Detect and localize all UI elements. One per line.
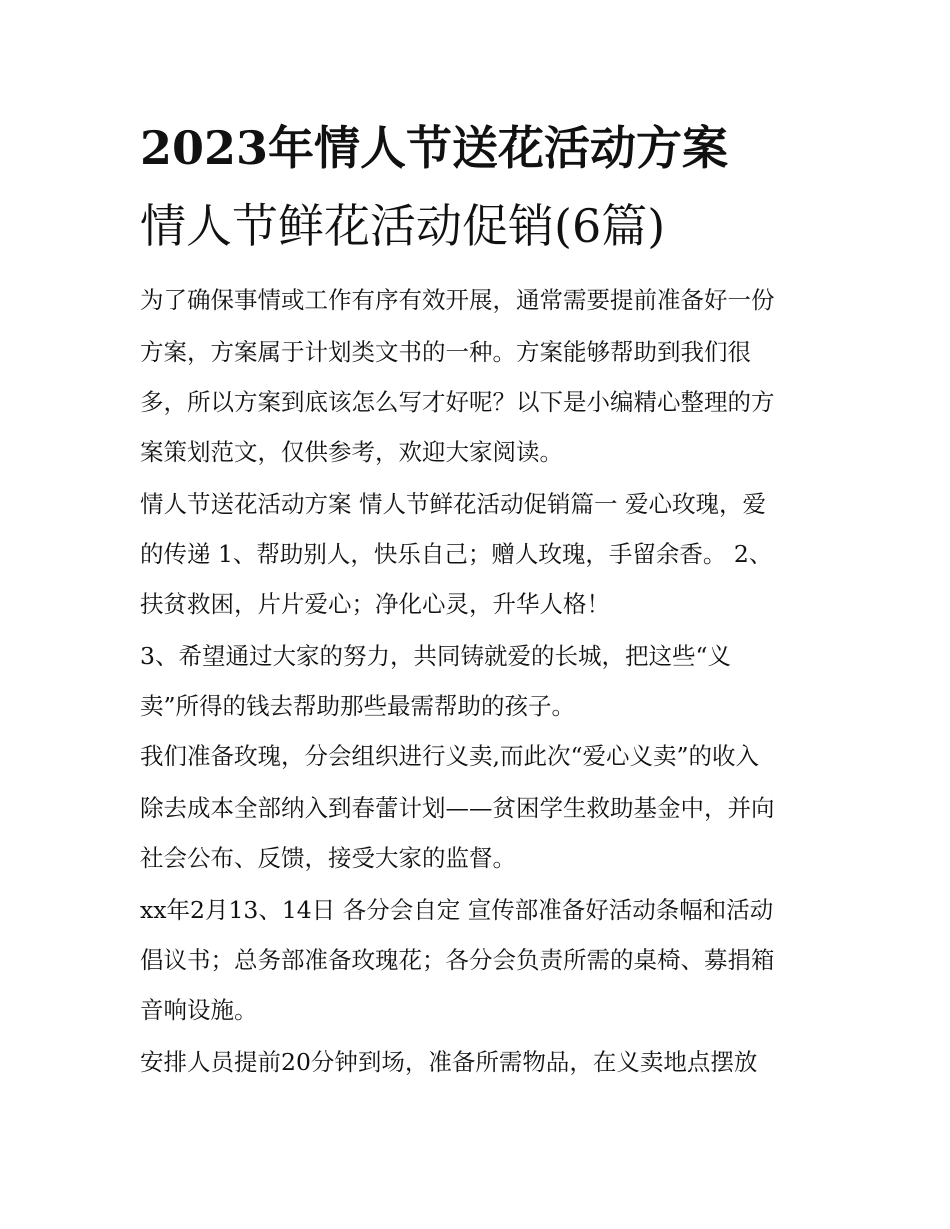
paragraph-line: xx年2月13、14日 各分会自定 宣传部准备好活动条幅和活动 [140, 896, 774, 924]
paragraph-line: 方案，方案属于计划类文书的一种。方案能够帮助到我们很 [140, 338, 751, 366]
document-title-line-2: 情人节鲜花活动促销(6篇) [140, 199, 666, 253]
paragraph-line: 音响设施。 [140, 996, 258, 1024]
paragraph-line: 安排人员提前20分钟到场，准备所需物品，在义卖地点摆放 [140, 1048, 758, 1076]
paragraph-line: 社会公布、反馈，接受大家的监督。 [140, 844, 516, 872]
paragraph-line: 的传递 1、帮助别人，快乐自己；赠人玫瑰，手留余香。 2、 [140, 540, 773, 568]
paragraph-line: 3、希望通过大家的努力，共同铸就爱的长城，把这些“义 [140, 642, 731, 670]
paragraph-line: 卖”所得的钱去帮助那些最需帮助的孩子。 [140, 692, 576, 720]
paragraph-line: 情人节送花活动方案 情人节鲜花活动促销篇一 爱心玫瑰，爱 [140, 490, 766, 518]
paragraph-line: 为了确保事情或工作有序有效开展，通常需要提前准备好一份 [140, 286, 775, 314]
paragraph-line: 我们准备玫瑰，分会组织进行义卖,而此次“爱心义卖”的收入 [140, 742, 759, 770]
paragraph-line: 除去成本全部纳入到春蕾计划——贫困学生救助基金中，并向 [140, 794, 775, 822]
paragraph-line: 案策划范文，仅供参考，欢迎大家阅读。 [140, 438, 563, 466]
paragraph-line: 多，所以方案到底该怎么写才好呢？以下是小编精心整理的方 [140, 388, 775, 416]
paragraph-line: 扶贫救困，片片爱心；净化心灵，升华人格！ [140, 590, 610, 618]
document-title-line-1: 2023年情人节送花活动方案 [140, 121, 729, 175]
paragraph-line: 倡议书；总务部准备玫瑰花；各分会负责所需的桌椅、募捐箱 [140, 946, 775, 974]
